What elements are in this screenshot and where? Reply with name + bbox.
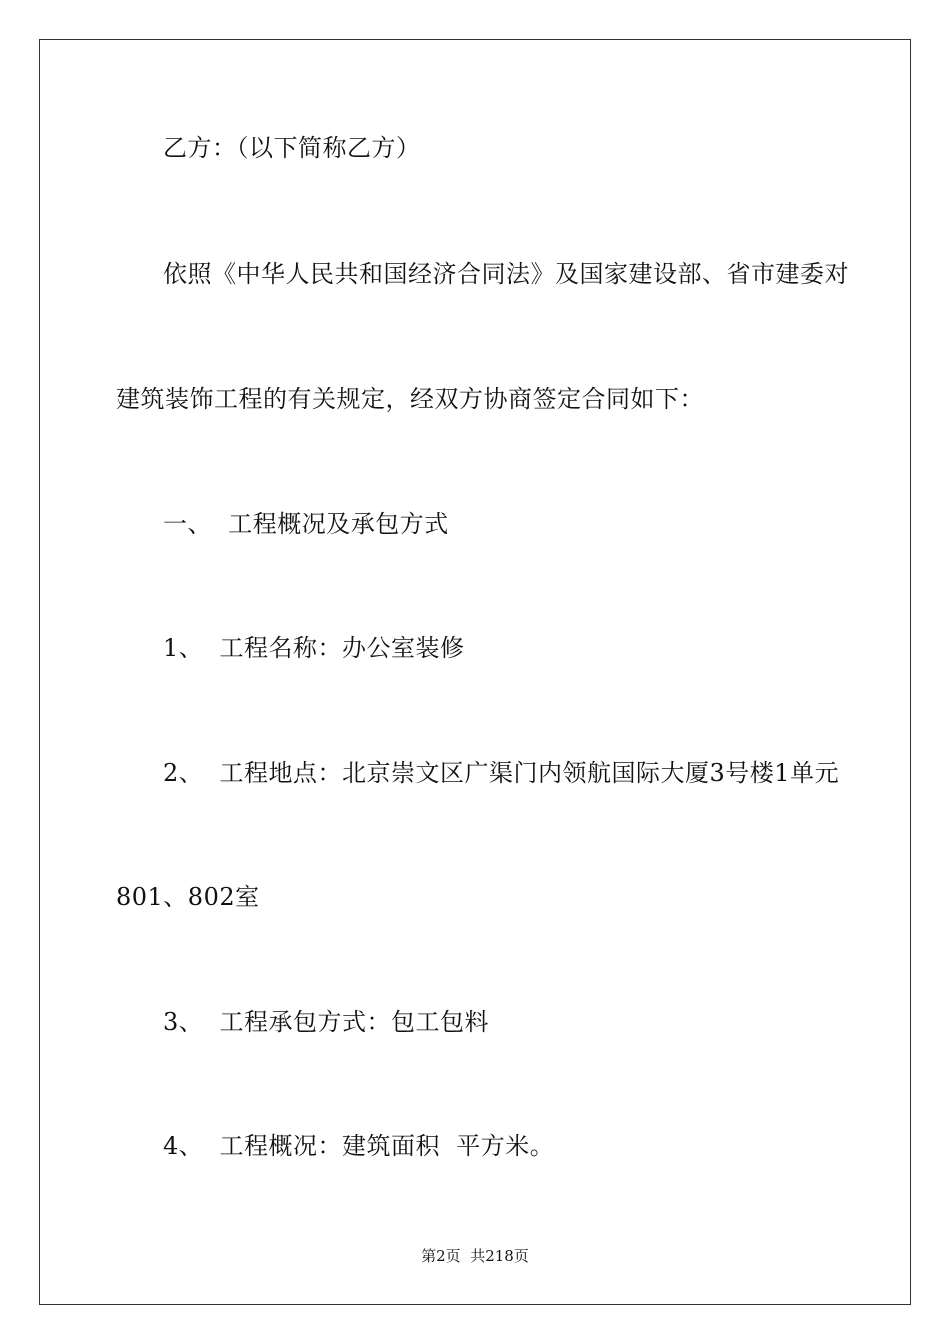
project-location-cont: 801、802室 [116, 883, 260, 911]
party-b-line: 乙方：（以下简称乙方） [163, 134, 421, 162]
page-frame [39, 39, 911, 1305]
contract-mode-line: 3、 工程承包方式：包工包料 [163, 1008, 490, 1036]
preamble-line-2: 建筑装饰工程的有关规定，经双方协商签定合同如下： [116, 385, 704, 413]
project-overview-line: 4、 工程概况：建筑面积 平方米。 [163, 1132, 555, 1160]
project-location-line: 2、 工程地点：北京崇文区广渠门内领航国际大厦3号楼1单元 [163, 759, 840, 787]
page-number: 第2页 共218页 [421, 1247, 529, 1265]
preamble-line-1: 依照《中华人民共和国经济合同法》及国家建设部、省市建委对 [163, 260, 849, 288]
section-heading-1: 一、 工程概况及承包方式 [163, 510, 449, 538]
project-name-line: 1、 工程名称：办公室装修 [163, 634, 465, 662]
